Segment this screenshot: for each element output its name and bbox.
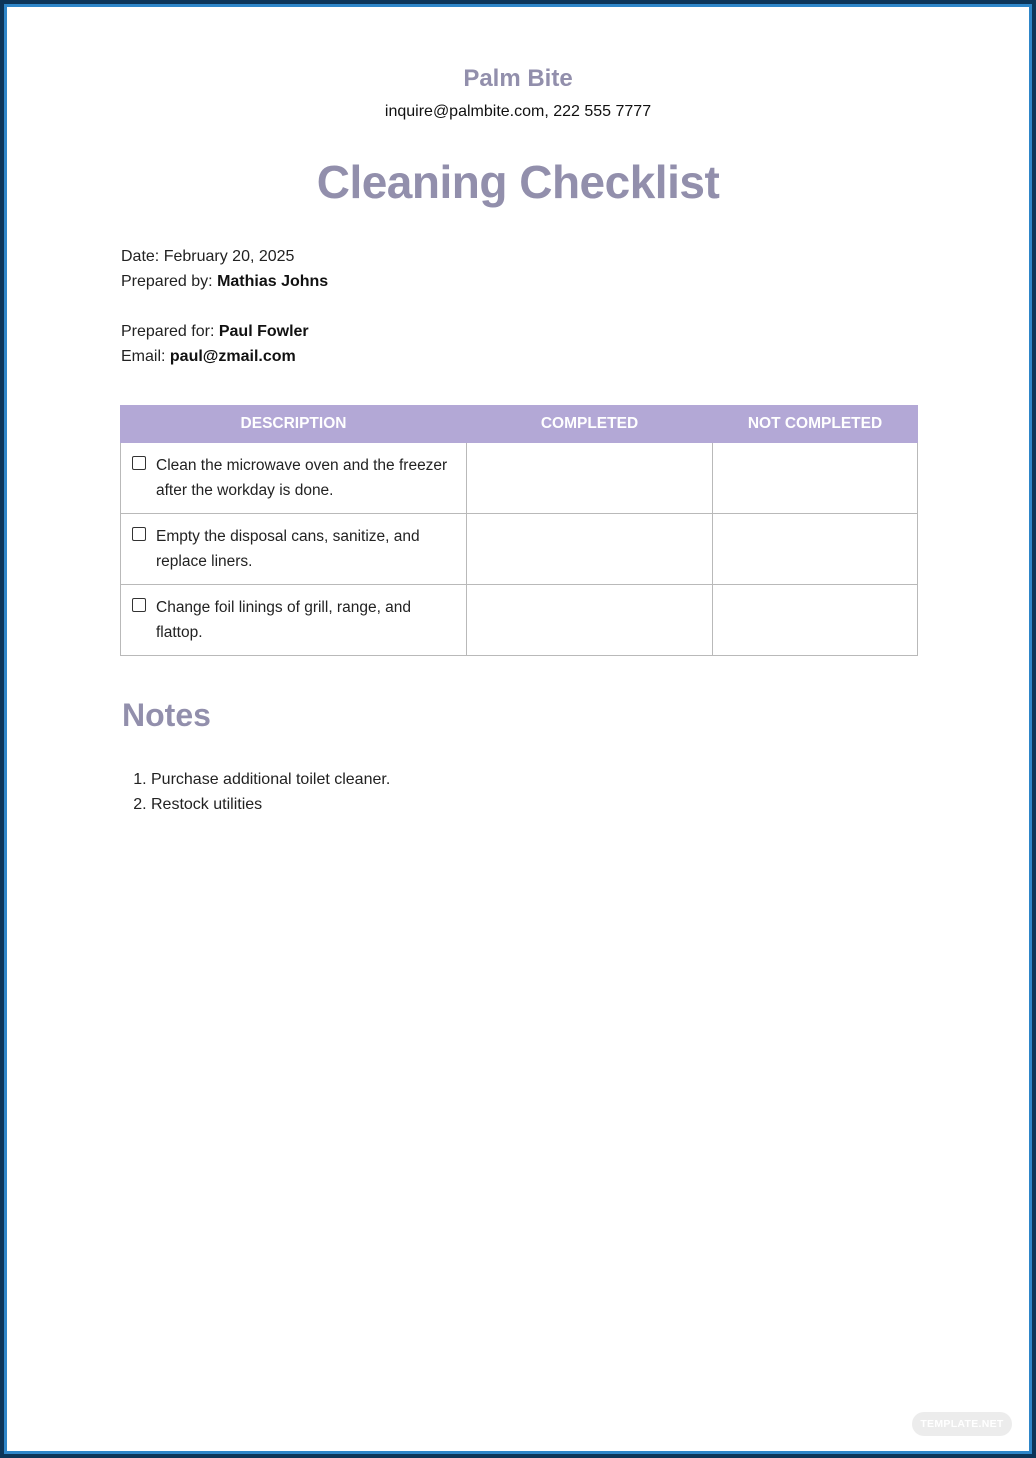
column-header-completed: COMPLETED [467, 406, 713, 443]
task-description: Change foil linings of grill, range, and flattop. [156, 599, 412, 641]
date-value: February 20, 2025 [163, 248, 295, 265]
notes-list [121, 767, 390, 817]
prepared-for-value: Paul Fowler [218, 323, 309, 340]
task-description: Clean the microwave oven and the freezer after the workday is done. [156, 457, 448, 499]
column-header-not-completed: NOT COMPLETED [713, 406, 918, 443]
prepared-by-line [121, 273, 328, 291]
column-header-description: DESCRIPTION [121, 406, 467, 443]
completed-cell[interactable] [467, 443, 713, 514]
company-name: Palm Bite [463, 65, 573, 92]
task-cell [121, 514, 467, 585]
checklist-table [120, 405, 918, 656]
prepared-for-line [121, 323, 309, 341]
not-completed-cell[interactable] [713, 514, 918, 585]
date-line [121, 248, 294, 266]
task-checkbox[interactable] [132, 598, 146, 612]
email-label: Email: [121, 348, 166, 365]
task-cell [121, 585, 467, 656]
table-header-row [121, 406, 918, 443]
task-cell [121, 443, 467, 514]
date-label: Date: [121, 248, 160, 265]
list-item: 2. Restock utilities [151, 792, 390, 817]
template-watermark-logo: TEMPLATE.NET [912, 1412, 1012, 1436]
table-row [121, 585, 918, 656]
task-checkbox[interactable] [132, 527, 146, 541]
prepared-by-label: Prepared by: [121, 273, 213, 290]
document-page [4, 4, 1032, 1454]
not-completed-cell[interactable] [713, 585, 918, 656]
email-line [121, 348, 296, 366]
list-item: 1. Purchase additional toilet cleaner. [151, 767, 390, 792]
table-row [121, 514, 918, 585]
not-completed-cell[interactable] [713, 443, 918, 514]
company-contact: inquire@palmbite.com, 222 555 7777 [384, 103, 652, 120]
notes-heading: Notes [122, 697, 211, 733]
table-row [121, 443, 918, 514]
task-description: Empty the disposal cans, sanitize, and replace liners. [156, 528, 420, 570]
completed-cell[interactable] [467, 514, 713, 585]
document-title: Cleaning Checklist [316, 156, 720, 208]
email-value: paul@zmail.com [169, 348, 296, 365]
prepared-by-value: Mathias Johns [217, 273, 329, 290]
completed-cell[interactable] [467, 585, 713, 656]
task-checkbox[interactable] [132, 456, 146, 470]
prepared-for-label: Prepared for: [121, 323, 215, 340]
